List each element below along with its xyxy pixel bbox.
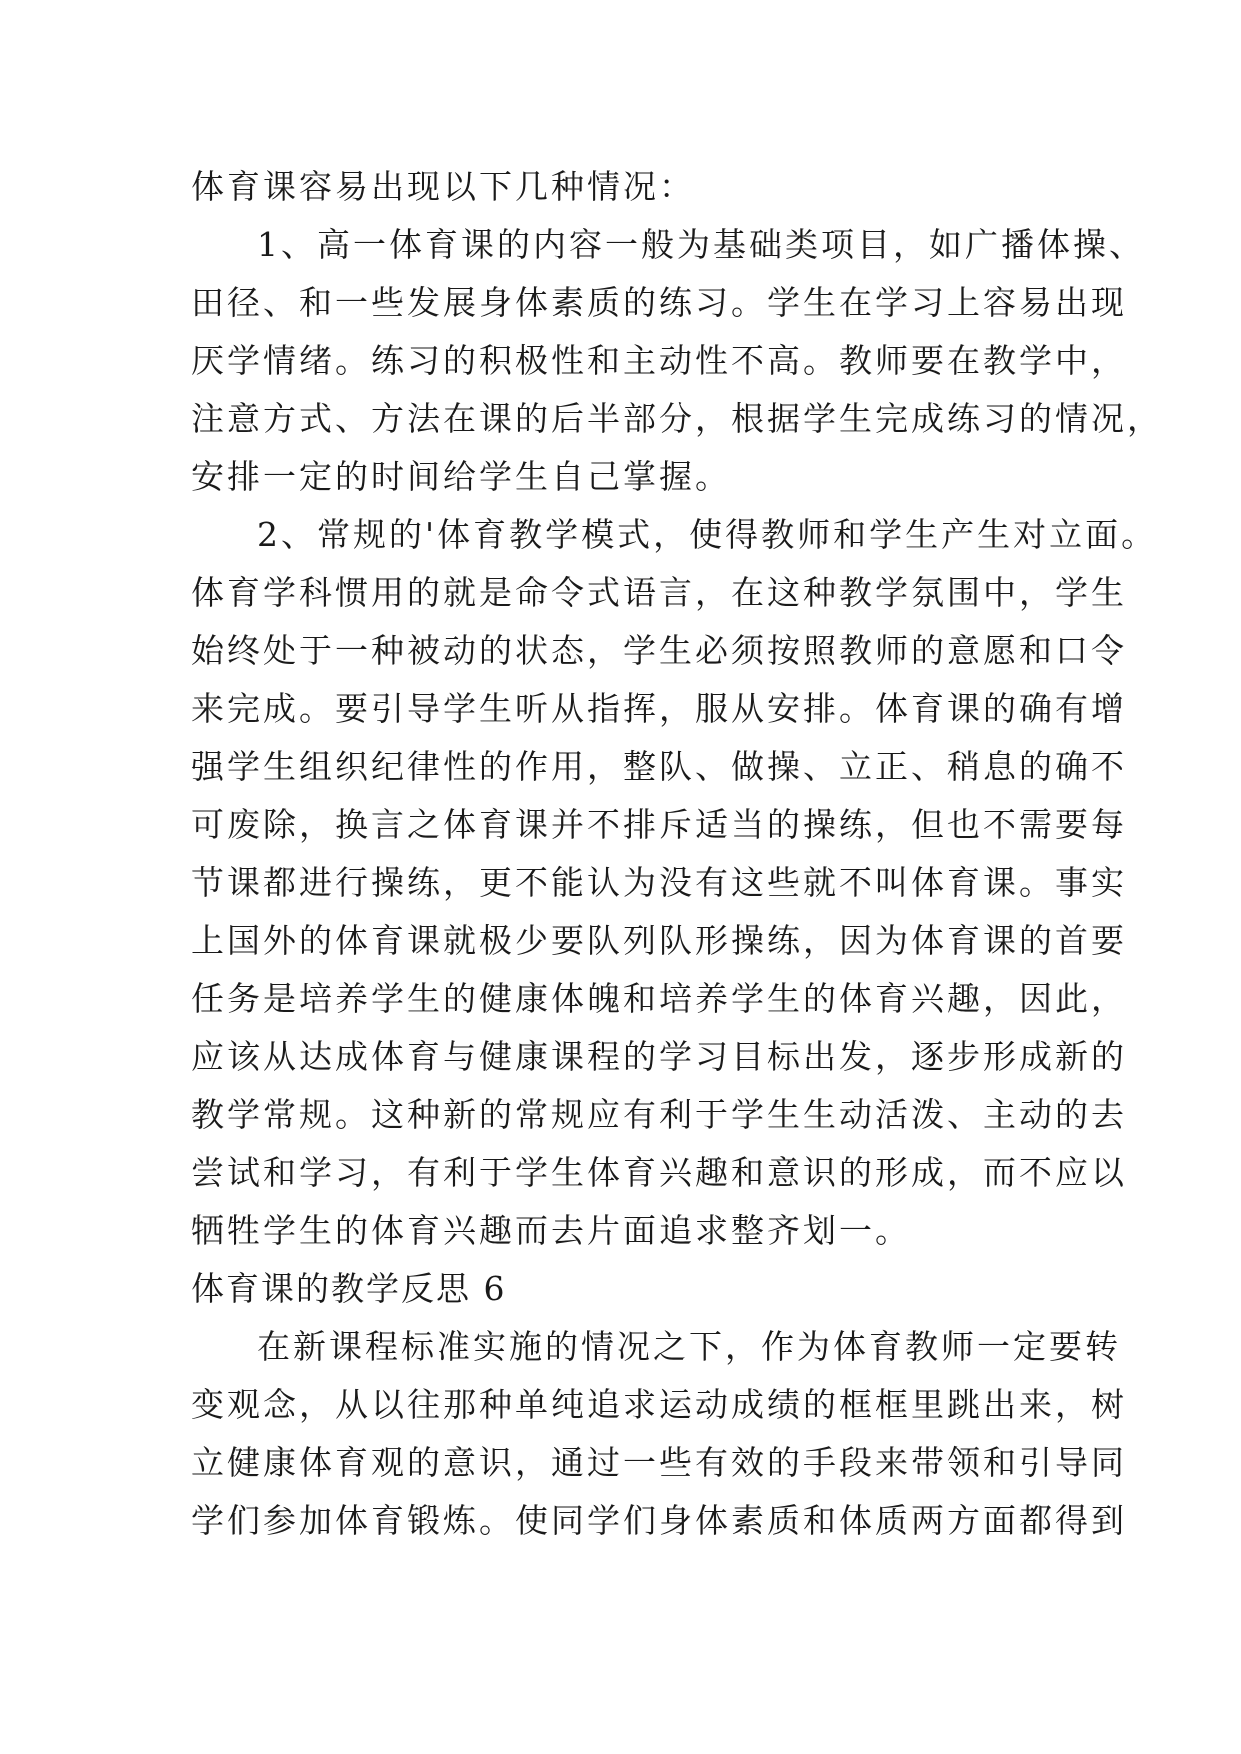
text-line: 牺牲学生的体育兴趣而去片面追求整齐划一。 [191, 1211, 911, 1250]
text-line: 尝试和学习，有利于学生体育兴趣和意识的形成，而不应以 [191, 1153, 1127, 1192]
text-line: 来完成。要引导学生听从指挥，服从安排。体育课的确有增 [191, 689, 1127, 728]
text-line: 注意方式、方法在课的后半部分，根据学生完成练习的情况， [191, 399, 1163, 438]
text-line: 应该从达成体育与健康课程的学习目标出发，逐步形成新的 [191, 1037, 1127, 1076]
text-line: 节课都进行操练，更不能认为没有这些就不叫体育课。事实 [191, 863, 1127, 902]
text-line: 上国外的体育课就极少要队列队形操练，因为体育课的首要 [191, 921, 1127, 960]
text-line: 安排一定的时间给学生自己掌握。 [191, 457, 731, 496]
text-line: 学们参加体育锻炼。使同学们身体素质和体质两方面都得到 [191, 1501, 1127, 1540]
document-body [191, 158, 1163, 1550]
text-line: 教学常规。这种新的常规应有利于学生生动活泼、主动的去 [191, 1095, 1127, 1134]
text-line: 变观念，从以往那种单纯追求运动成绩的框框里跳出来，树 [191, 1385, 1127, 1424]
text-line: 2、常规的'体育教学模式，使得教师和学生产生对立面。 [257, 515, 1158, 554]
text-line: 厌学情绪。练习的积极性和主动性不高。教师要在教学中， [191, 341, 1127, 380]
text-line: 任务是培养学生的健康体魄和培养学生的体育兴趣，因此， [191, 979, 1127, 1018]
text-line: 强学生组织纪律性的作用，整队、做操、立正、稍息的确不 [191, 747, 1127, 786]
text-line: 在新课程标准实施的情况之下，作为体育教师一定要转 [257, 1327, 1121, 1366]
text-line: 始终处于一种被动的状态，学生必须按照教师的意愿和口令 [191, 631, 1127, 670]
text-line: 体育课容易出现以下几种情况： [191, 167, 695, 206]
text-line: 田径、和一些发展身体素质的练习。学生在学习上容易出现 [191, 283, 1127, 322]
section-heading: 体育课的教学反思 6 [191, 1269, 507, 1308]
text-line: 体育学科惯用的就是命令式语言，在这种教学氛围中，学生 [191, 573, 1127, 612]
text-line: 可废除，换言之体育课并不排斥适当的操练，但也不需要每 [191, 805, 1127, 844]
text-line: 立健康体育观的意识，通过一些有效的手段来带领和引导同 [191, 1443, 1127, 1482]
text-line: 1、高一体育课的内容一般为基础类项目，如广播体操、 [257, 225, 1145, 264]
